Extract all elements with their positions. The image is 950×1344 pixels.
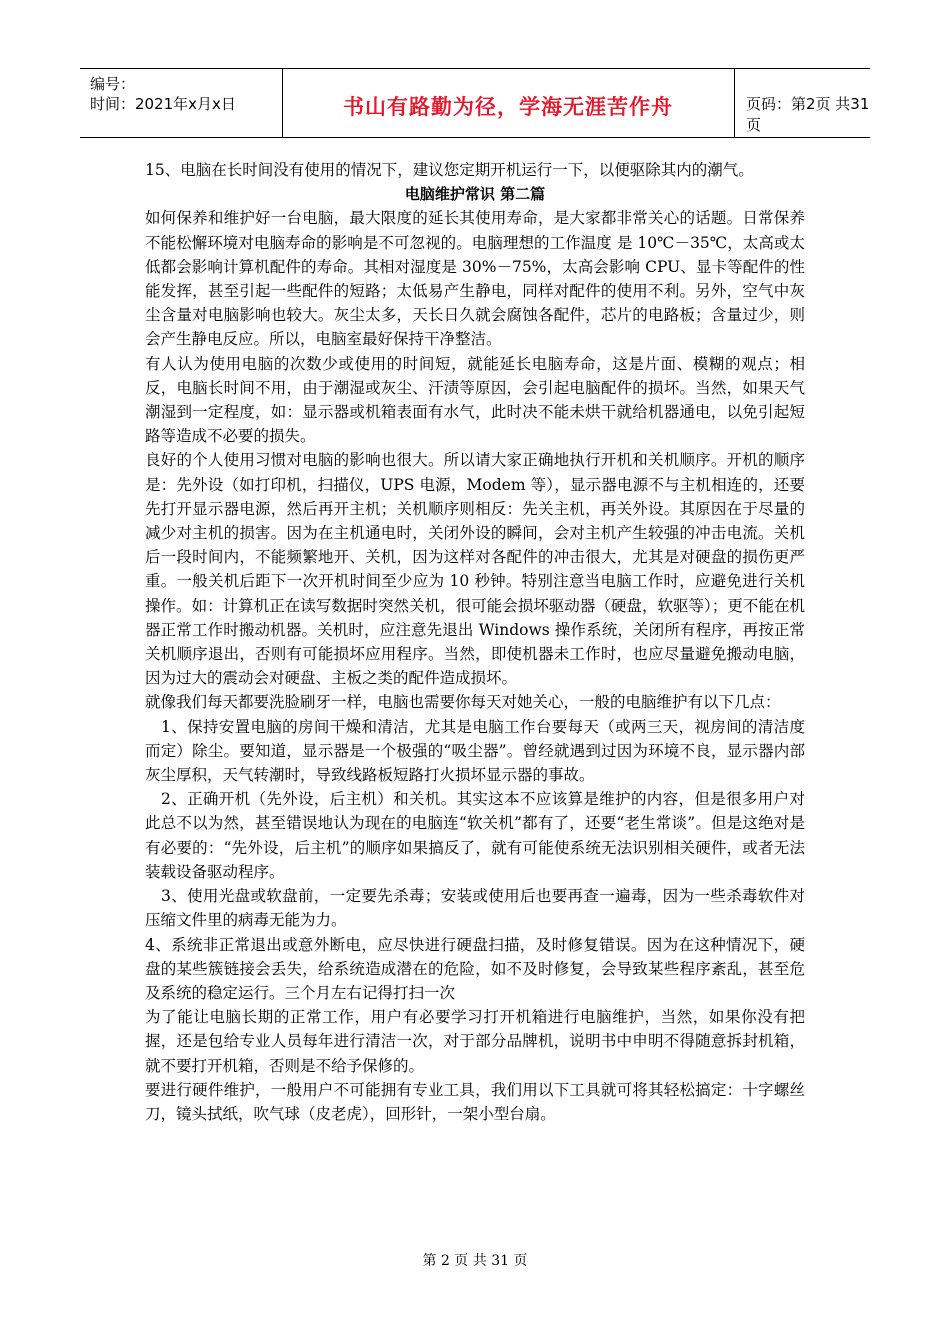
paragraph-maintenance: 为了能让电脑长期的正常工作，用户有必要学习打开机箱进行电脑维护，当然，如果你没有把握，还是包给专业人员每年进行清洁一次，对于部分品牌机，说明书中申明不得随意拆封机箱，就不要打开机箱，否则是不给予保修的。 (145, 1008, 805, 1075)
paragraph-habits: 良好的个人使用习惯对电脑的影响也很大。所以请大家正确地执行开机和关机顺序。开机的顺序是：先外设（如打印机，扫描仪，UPS 电源，Modem 等），显示器电源不与主机相连的，还要先打开显示器电源，然后再开主机；关机顺序则相反：先关主机，再关外设。其原因在于尽量的减少对主机的损害。因为在主机通电时，关闭外设的瞬间，会对主机产生较强的冲击电流。关机后一段时间内，不能频繁地开、关机，因为这样对各配件的冲击很大，尤其是对硬盘的损伤更严重。一般关机后距下一次开机时间至少应为 10 秒钟。特别注意当电脑工作时，应避免进行关机操作。如：计算机正在读写数据时突然关机，很可能会损坏驱动器（硬盘，软驱等）；更不能在机器正常工作时搬动机器。关机时，应注意先退出 Windows 操作系统，关闭所有程序，再按正常关机顺序退出，否则有可能损坏应用程序。当然，即使机器未工作时，也应尽量避免搬动电脑，因为过大的震动会对硬盘、主板之类的配件造成损坏。 (145, 451, 805, 688)
list-item-2: 2、正确开机（先外设，后主机）和关机。其实这本不应该算是维护的内容，但是很多用户对此总不以为然，甚至错误地认为现在的电脑连“软关机”都有了，还要“老生常谈”。但是这绝对是有必要的：“先外设，后主机”的顺序如果搞反了，就有可能使系统无法识别相关硬件，或者无法装载设备驱动程序。 (145, 790, 805, 881)
paragraph-tools: 要进行硬件维护，一般用户不可能拥有专业工具，我们用以下工具就可将其轻松搞定：十字螺丝刀，镜头拭纸，吹气球（皮老虎），回形针，一架小型台扇。 (145, 1080, 805, 1123)
header-motto-cell (282, 69, 735, 137)
list-item-3: 3、使用光盘或软盘前，一定要先杀毒；安装或使用后也要再查一遍毒，因为一些杀毒软件对压缩文件里的病毒无能为力。 (145, 887, 805, 930)
page-header (80, 68, 870, 138)
header-page-info: 页码：第2页 共31页 (746, 95, 870, 134)
paragraph-usage: 有人认为使用电脑的次数少或使用的时间短，就能延长电脑寿命，这是片面、模糊的观点；相反，电脑长时间不用，由于潮湿或灰尘、汗渍等原因，会引起电脑配件的损坏。当然，如果天气潮湿到一定程度，如：显示器或机箱表面有水气，此时决不能未烘干就给机器通电，以免引起短路等造成不必要的损失。 (145, 354, 805, 446)
section-title: 电脑维护常识 第二篇 (404, 185, 546, 204)
paragraph-daily: 就像我们每天都要洗脸刷牙一样，电脑也需要你每天对她关心，一般的电脑维护有以下几点： (145, 693, 781, 712)
header-meta-cell (80, 69, 283, 137)
page-footer: 第 2 页 共 31 页 (422, 1253, 528, 1269)
paragraph-15: 15、电脑在长时间没有使用的情况下，建议您定期开机运行一下，以便驱除其内的潮气。 (145, 161, 754, 179)
list-item-4: 4、系统非正常退出或意外断电，应尽快进行硬盘扫描，及时修复错误。因为在这种情况下，硬盘的某些簇链接会丢失，给系统造成潜在的危险，如不及时修复，会导致某些程序紊乱，甚至危及系统的稳定运行。三个月左右记得打扫一次 (145, 935, 805, 1002)
list-item-1: 1、保持安置电脑的房间干燥和清洁，尤其是电脑工作台要每天（或两三天，视房间的清洁度而定）除尘。要知道，显示器是一个极强的“吸尘器”。曾经就遇到过因为环境不良，显示器内部灰尘厚积，天气转潮时，导致线路板短路打火损坏显示器的事故。 (145, 717, 805, 785)
document-date: 时间：2021年x月x日 (90, 95, 236, 113)
header-page-cell (736, 69, 870, 137)
paragraph-intro: 如何保养和维护好一台电脑，最大限度的延长其使用寿命，是大家都非常关心的话题。日常保养不能松懈环境对电脑寿命的影响是不可忽视的。电脑理想的工作温度 是 10℃－35℃，太高或太低都会影响计算机配件的寿命。其相对湿度是 30%－75%，太高会影响 CPU、显卡等配件的性能发挥，甚至引起一些配件的短路；太低易产生静电，同样对配件的使用不利。另外，空气中灰尘含量对电脑影响也较大。灰尘太多，天长日久就会腐蚀各配件，芯片的电路板；含量过少，则会产生静电反应。所以，电脑室最好保持干净整洁。 (145, 209, 805, 349)
header-motto: 书山有路勤为径，学海无涯苦作舟 (343, 95, 673, 119)
document-body (145, 158, 805, 1126)
document-number-label: 编号： (90, 75, 136, 93)
